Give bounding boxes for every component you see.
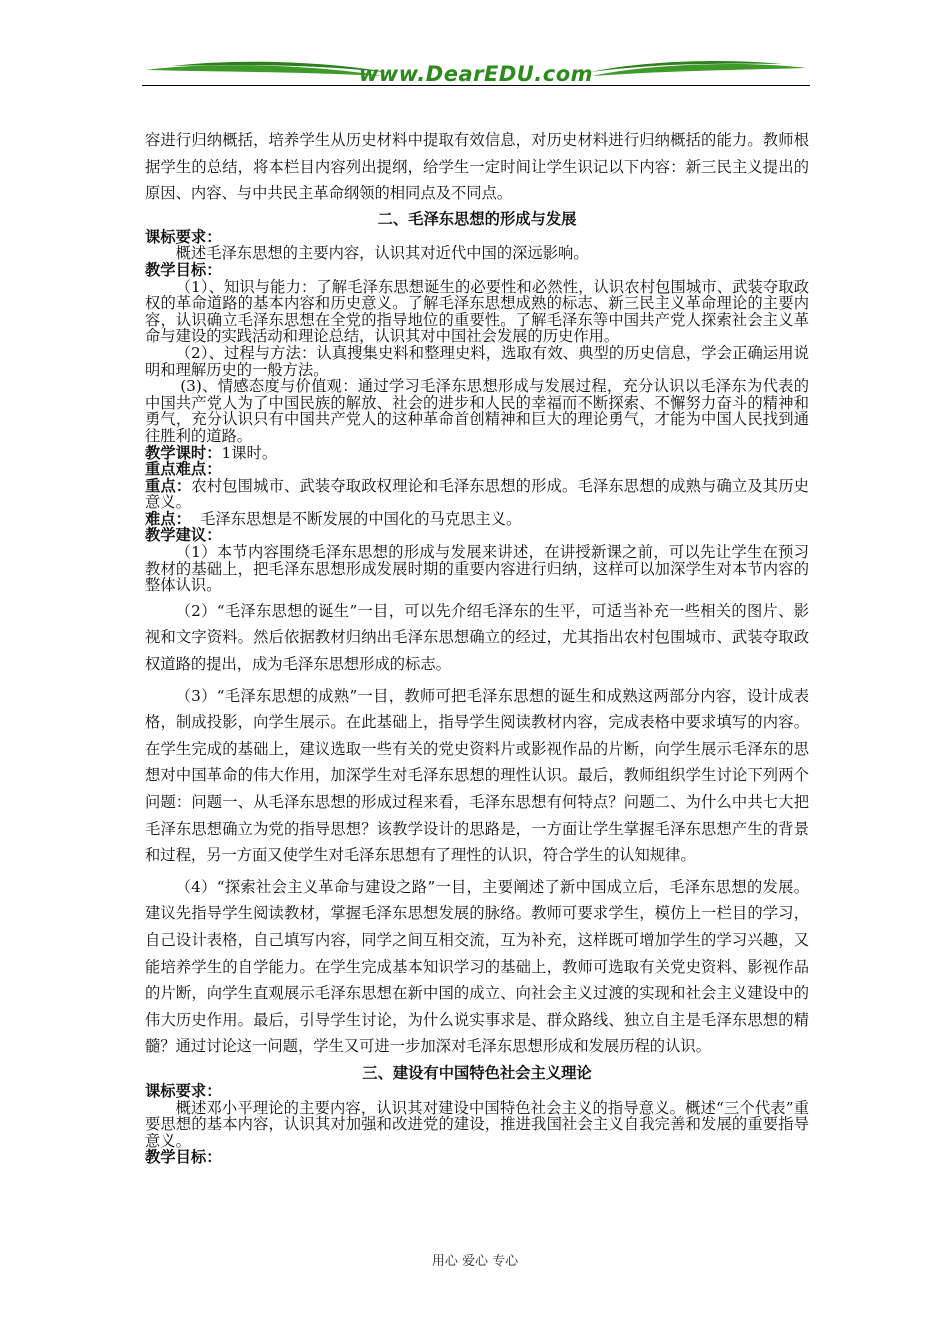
heading-mubiao-3: 教学目标： <box>145 1148 222 1167</box>
keshi-line <box>145 445 809 462</box>
keshi-label: 教学课时： <box>145 443 222 462</box>
heading-kebiao: 课标要求： <box>145 227 222 246</box>
heading-jianyi: 教学建议： <box>145 526 222 545</box>
zhongdian-line <box>145 478 809 511</box>
mubiao-3: (3)、情感态度与价值观：通过学习毛泽东思想形成与发展过程，充分认识以毛泽东为代表的中国共产党人为了中国民族的解放、社会的进步和人民的幸福而不断探索、不懈努力奋斗的精神和勇气，充分认识只有中国共产党人的这种革命首创精神和巨大的理论勇气，才能为中国人民找到通往胜利的道路。 <box>145 377 809 445</box>
section-title-2: 二、毛泽东思想的形成与发展 <box>377 209 577 228</box>
document-body <box>145 127 809 1166</box>
keshi-text: 1课时。 <box>221 443 278 462</box>
paragraph-intro: 容进行归纳概括，培养学生从历史材料中提取有效信息，对历史材料进行归纳概括的能力。教师根据学生的总结，将本栏目内容列出提纲，给学生一定时间让学生识记以下内容：新三民主义提出的原因、内容、与中共民主革命纲领的相同点及不同点。 <box>145 131 809 203</box>
heading-zhongnan: 重点难点： <box>145 460 222 479</box>
site-url-text: www.DearEDU.com <box>358 62 594 86</box>
jianyi-2: （2）“毛泽东思想的诞生”一目，可以先介绍毛泽东的生平，可适当补充一些相关的图片、影视和文字资料。然后依据教材归纳出毛泽东思想确立的经过，尤其指出农村包围城市、武装夺取政权道路的提出，成为毛泽东思想形成的标志。 <box>145 601 809 674</box>
nandian-line <box>145 511 809 528</box>
mubiao-2: （2）、过程与方法：认真搜集史料和整理史料，选取有效、典型的历史信息，学会正确运用说明和理解历史的一般方法。 <box>145 343 809 379</box>
page-footer: 用心 爱心 专心 <box>431 1254 519 1269</box>
heading-mubiao: 教学目标： <box>145 260 222 279</box>
nandian-label: 难点： <box>145 509 191 528</box>
section-title-3: 三、建设有中国特色社会主义理论 <box>362 1063 592 1082</box>
jianyi-1: （1）本节内容围绕毛泽东思想的形成与发展来讲述，在讲授新课之前，可以先让学生在预习教材的基础上，把毛泽东思想形成发展时期的重要内容进行归纳，这样可以加深学生对本节内容的整体认识。 <box>145 543 809 595</box>
zhongdian-label: 重点： <box>145 476 192 495</box>
jianyi-4: （4）“探索社会主义革命与建设之路”一目，主要阐述了新中国成立后，毛泽东思想的发展。建议先指导学生阅读教材，掌握毛泽东思想发展的脉络。教师可要求学生，模仿上一栏目的学习，自己设计表格，自己填写内容，同学之间互相交流，互为补充，这样既可增加学生的学习兴趣，又能培养学生的自学能力。在学生完成基本知识学习的基础上，教师可选取有关党史资料、影视作品的片断，向学生直观展示毛泽东思想在新中国的成立、向社会主义过渡的实现和社会主义建设中的伟大历史作用。最后，引导学生讨论，为什么说实事求是、群众路线、独立自主是毛泽东思想的精髓？通过讨论这一问题，学生又可进一步加深对毛泽东思想形成和发展历程的认识。 <box>145 877 809 1056</box>
kebiao-text: 概述毛泽东思想的主要内容，认识其对近代中国的深远影响。 <box>175 244 589 263</box>
nandian-text: 毛泽东思想是不断发展的中国化的马克思主义。 <box>200 509 522 528</box>
site-header-banner <box>142 56 810 92</box>
heading-kebiao-3: 课标要求： <box>145 1081 222 1100</box>
header-divider <box>142 85 810 86</box>
kebiao-text-3: 概述邓小平理论的主要内容，认识其对建设中国特色社会主义的指导意义。概述“三个代表”重要思想的基本内容，认识其对加强和改进党的建设，推进我国社会主义自我完善和发展的重要指导意义。 <box>145 1098 809 1150</box>
jianyi-3: （3）“毛泽东思想的成熟”一目，教师可把毛泽东思想的诞生和成熟这两部分内容，设计成表格，制成投影，向学生展示。在此基础上，指导学生阅读教材内容，完成表格中要求填写的内容。在学生完成的基础上，建议选取一些有关的党史资料片或影视作品的片断，向学生展示毛泽东的思想对中国革命的伟大作用，加深学生对毛泽东思想的理性认识。最后，教师组织学生讨论下列两个问题：问题一、从毛泽东思想的形成过程来看，毛泽东思想有何特点？问题二、为什么中共七大把毛泽东思想确立为党的指导思想？该教学设计的思路是，一方面让学生掌握毛泽东思想产生的背景和过程，另一方面又使学生对毛泽东思想有了理性的认识，符合学生的认知规律。 <box>145 686 809 865</box>
mubiao-1: （1）、知识与能力：了解毛泽东思想诞生的必要性和必然性，认识农村包围城市、武装夺取政权的革命道路的基本内容和历史意义。了解毛泽东思想成熟的标志、新三民主义革命理论的主要内容，认识确立毛泽东思想在全党的指导地位的重要性。了解毛泽东等中国共产党人探索社会主义革命与建设的实践活动和理论总结，认识其对中国社会发展的历史作用。 <box>145 277 809 346</box>
zhongdian-text: 农村包围城市、武装夺取政权理论和毛泽东思想的形成。毛泽东思想的成熟与确立及其历史意义。 <box>145 476 809 512</box>
